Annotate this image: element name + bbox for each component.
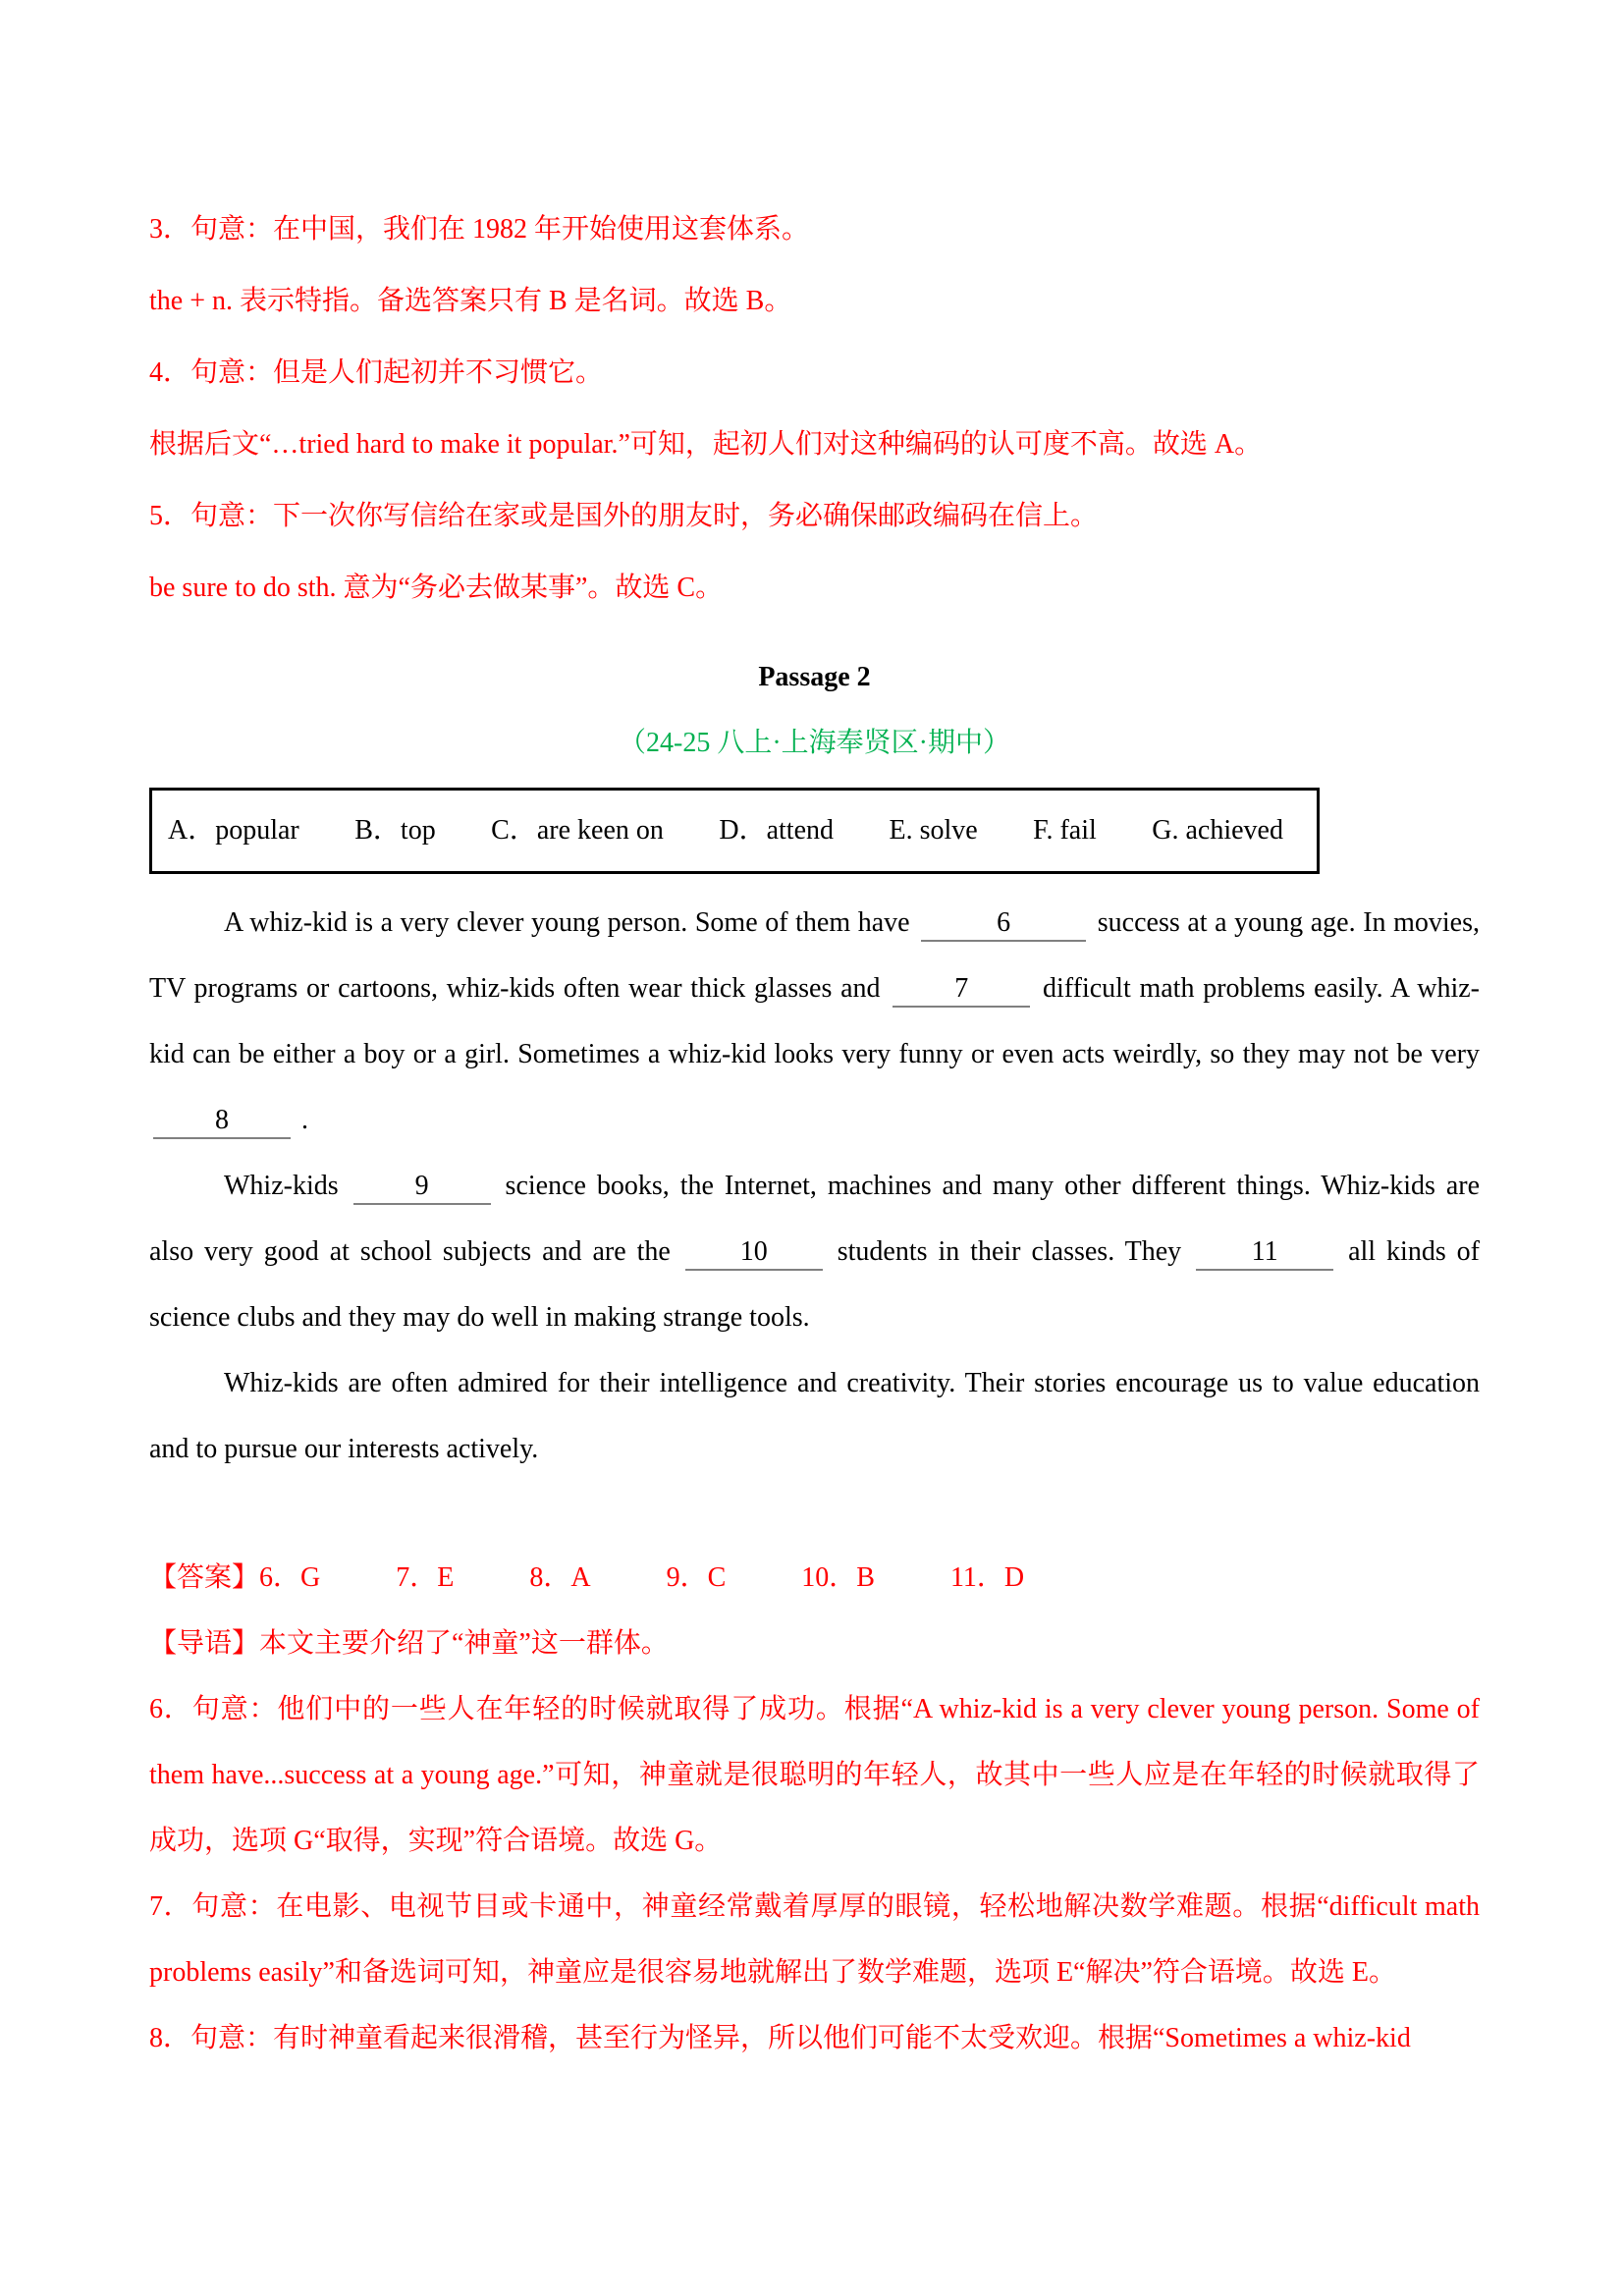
lead-line: 【导语】本文主要介绍了“神童”这一群体。 bbox=[149, 1628, 669, 1659]
fill-blank-9 bbox=[353, 1170, 491, 1205]
fill-blank-6 bbox=[921, 906, 1086, 942]
option-c: C．are keen on bbox=[491, 815, 664, 847]
blank-number: 9 bbox=[414, 1171, 429, 1201]
explanation-7: 7．句意：在电影、电视节目或卡通中，神童经常戴着厚厚的眼镜，轻松地解决数学难题。根据“difficult math problems easily”和备选词可知，神童应是很容易地就解出了数学难题，选项 E“解决”符合语境。故选 E。 bbox=[149, 1891, 1480, 1988]
passage-text: Whiz-kids bbox=[224, 1171, 339, 1201]
passage-text: difficult math problems easily. A whiz-kid can be either a boy or a girl. Sometimes a whiz-kid looks very funny or even acts weirdly, so they may not be very bbox=[149, 973, 1480, 1069]
fill-blank-10 bbox=[685, 1235, 823, 1271]
answer-item-9: 9．C bbox=[666, 1562, 727, 1593]
passage-text: all kinds of science clubs and they may do well in making strange tools. bbox=[149, 1236, 1480, 1333]
blank-number: 11 bbox=[1251, 1236, 1278, 1267]
note-line-5: 5．句意：下一次你写信给在家或是国外的朋友时，务必确保邮政编码在信上。 bbox=[149, 501, 1099, 531]
passage-title: Passage 2 bbox=[758, 662, 871, 692]
fill-blank-7 bbox=[893, 972, 1030, 1008]
passage-paragraph-3: Whiz-kids are often admired for their intelligence and creativity. Their stories encourage us to value education and to pursue our interests actively. bbox=[149, 1368, 1480, 1464]
option-a: A．popular bbox=[168, 815, 299, 847]
answer-label: 【答案】 bbox=[149, 1562, 260, 1593]
passage-text: success at a young age. In movies, TV programs or cartoons, whiz-kids often wear thick glasses and bbox=[149, 907, 1480, 1004]
answer-item-11: 11．D bbox=[949, 1562, 1025, 1593]
option-e: E. solve bbox=[889, 815, 978, 847]
fill-blank-8 bbox=[153, 1104, 291, 1139]
option-g: G. achieved bbox=[1152, 815, 1283, 847]
answer-item-6: 6．G bbox=[259, 1562, 321, 1593]
answer-item-7: 7．E bbox=[396, 1562, 455, 1593]
note-line-3: 3．句意：在中国，我们在 1982 年开始使用这套体系。 bbox=[149, 214, 810, 245]
passage-paragraph-1 bbox=[149, 890, 1480, 1153]
answer-item-8: 8．A bbox=[529, 1562, 591, 1593]
option-d: D．attend bbox=[719, 815, 834, 847]
blank-number: 8 bbox=[215, 1105, 229, 1135]
option-b: B．top bbox=[354, 815, 436, 847]
note-line-3b: the + n. 表示特指。备选答案只有 B 是名词。故选 B。 bbox=[149, 286, 792, 316]
blank-number: 10 bbox=[739, 1236, 768, 1267]
word-bank-box bbox=[149, 788, 1320, 874]
explanation-8: 8．句意：有时神童看起来很滑稽，甚至行为怪异，所以他们可能不太受欢迎。根据“Sometimes a whiz-kid bbox=[149, 2023, 1411, 2053]
note-line-5b: be sure to do sth. 意为“务必去做某事”。故选 C。 bbox=[149, 573, 724, 603]
blank-number: 7 bbox=[954, 973, 969, 1004]
note-line-4: 4．句意：但是人们起初并不习惯它。 bbox=[149, 357, 604, 388]
blank-number: 6 bbox=[997, 907, 1011, 938]
answers-line bbox=[149, 1545, 1480, 1611]
passage-text: science books, the Internet, machines and many other different things. Whiz-kids are also very good at school subjects and are the bbox=[149, 1171, 1481, 1267]
passage-source: （24-25 八上·上海奉贤区·期中） bbox=[619, 728, 1010, 758]
fill-blank-11 bbox=[1196, 1235, 1333, 1271]
option-f: F. fail bbox=[1033, 815, 1097, 847]
passage-text: students in their classes. They bbox=[837, 1236, 1182, 1267]
answer-item-10: 10．B bbox=[801, 1562, 875, 1593]
explanation-6: 6．句意：他们中的一些人在年轻的时候就取得了成功。根据“A whiz-kid is a very clever young person. Some of them have...success at a young age.”可知，神童就是很聪明的年轻人，故其中一些人应是在年轻的时候就取得了成功，选项 G“取得，实现”符合语境。故选 G。 bbox=[149, 1694, 1480, 1856]
note-line-4b: 根据后文“…tried hard to make it popular.”可知，起初人们对这种编码的认可度不高。故选 A。 bbox=[149, 429, 1263, 460]
passage-text: A whiz-kid is a very clever young person. Some of them have bbox=[224, 907, 910, 938]
passage-text: . bbox=[301, 1105, 308, 1135]
passage-paragraph-2 bbox=[149, 1153, 1480, 1350]
